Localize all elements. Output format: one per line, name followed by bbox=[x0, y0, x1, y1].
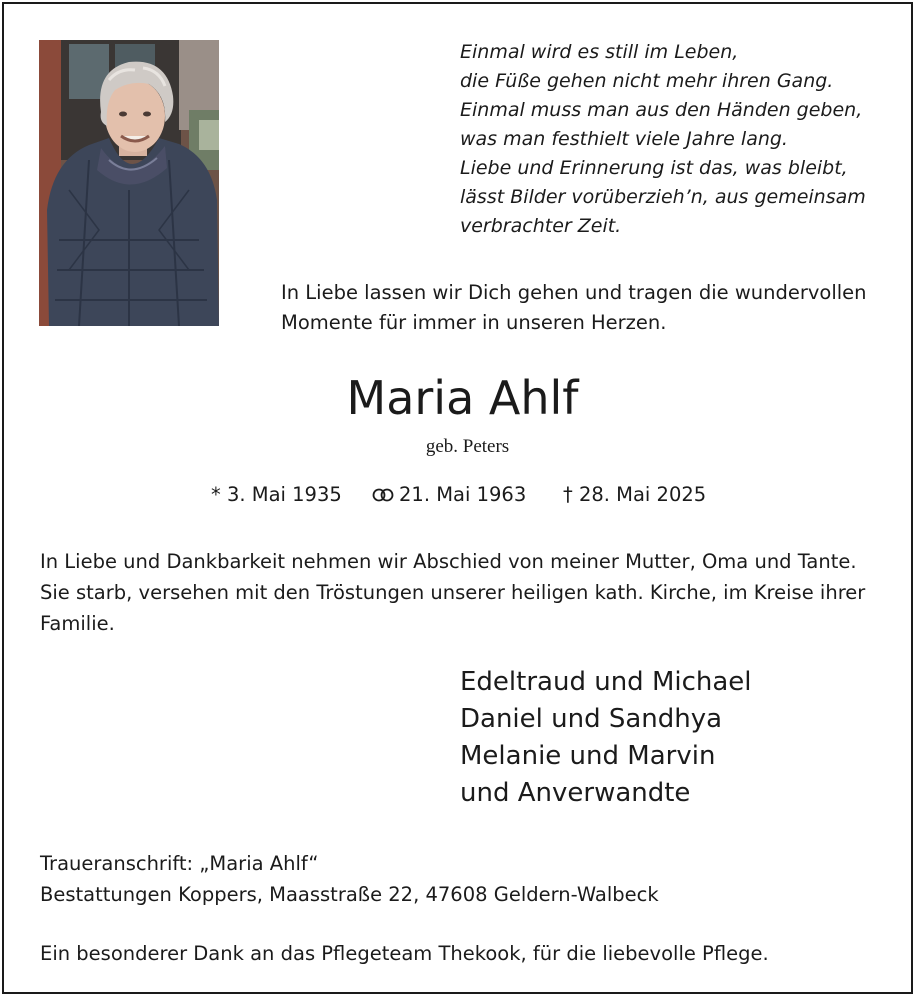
poem-line: Liebe und Erinnerung ist das, was bleibt, bbox=[460, 157, 848, 179]
mourner: Daniel und Sandhya bbox=[460, 704, 723, 734]
portrait-photo bbox=[39, 40, 219, 326]
poem-line: verbrachter Zeit. bbox=[460, 215, 622, 237]
wedding-rings-icon bbox=[371, 488, 395, 502]
intro-text bbox=[281, 278, 901, 338]
address-line: Bestattungen Koppers, Maasstraße 22, 47608 Geldern-Walbeck bbox=[40, 883, 659, 906]
special-thanks: Ein besonderer Dank an das Pflegeteam Thekook, für die liebevolle Pflege. bbox=[40, 942, 769, 965]
birth-date: * 3. Mai 1935 bbox=[211, 483, 342, 506]
poem-line: die Füße gehen nicht mehr ihren Gang. bbox=[460, 70, 834, 92]
poem bbox=[460, 38, 900, 241]
mourners-list bbox=[460, 664, 900, 812]
address-line: Traueranschrift: „Maria Ahlf“ bbox=[40, 852, 319, 875]
mourner: Edeltraud und Michael bbox=[460, 667, 752, 697]
poem-line: lässt Bilder vorüberzieh’n, aus gemeinsam bbox=[460, 186, 866, 208]
mourner: und Anverwandte bbox=[460, 778, 691, 808]
deceased-name: Maria Ahlf bbox=[346, 371, 579, 425]
poem-line: was man festhielt viele Jahre lang. bbox=[460, 128, 788, 150]
maiden-name: geb. Peters bbox=[425, 436, 510, 457]
portrait-image bbox=[39, 40, 219, 326]
message-line: Sie starb, versehen mit den Tröstungen unserer heiligen kath. Kirche, im Kreise ihrer bbox=[40, 581, 866, 604]
marriage-date-group bbox=[371, 481, 526, 509]
farewell-message bbox=[40, 546, 900, 639]
message-line: In Liebe und Dankbarkeit nehmen wir Abschied von meiner Mutter, Oma und Tante. bbox=[40, 550, 857, 573]
mourning-address bbox=[40, 848, 900, 910]
poem-line: Einmal muss man aus den Händen geben, bbox=[460, 99, 863, 121]
message-line: Familie. bbox=[40, 612, 115, 635]
poem-line: Einmal wird es still im Leben, bbox=[460, 41, 739, 63]
marriage-date: 21. Mai 1963 bbox=[399, 483, 527, 506]
intro-line: Momente für immer in unseren Herzen. bbox=[281, 311, 667, 334]
death-date: † 28. Mai 2025 bbox=[563, 483, 707, 506]
intro-line: In Liebe lassen wir Dich gehen und tragen die wundervollen bbox=[281, 281, 867, 304]
mourner: Melanie und Marvin bbox=[460, 741, 716, 771]
